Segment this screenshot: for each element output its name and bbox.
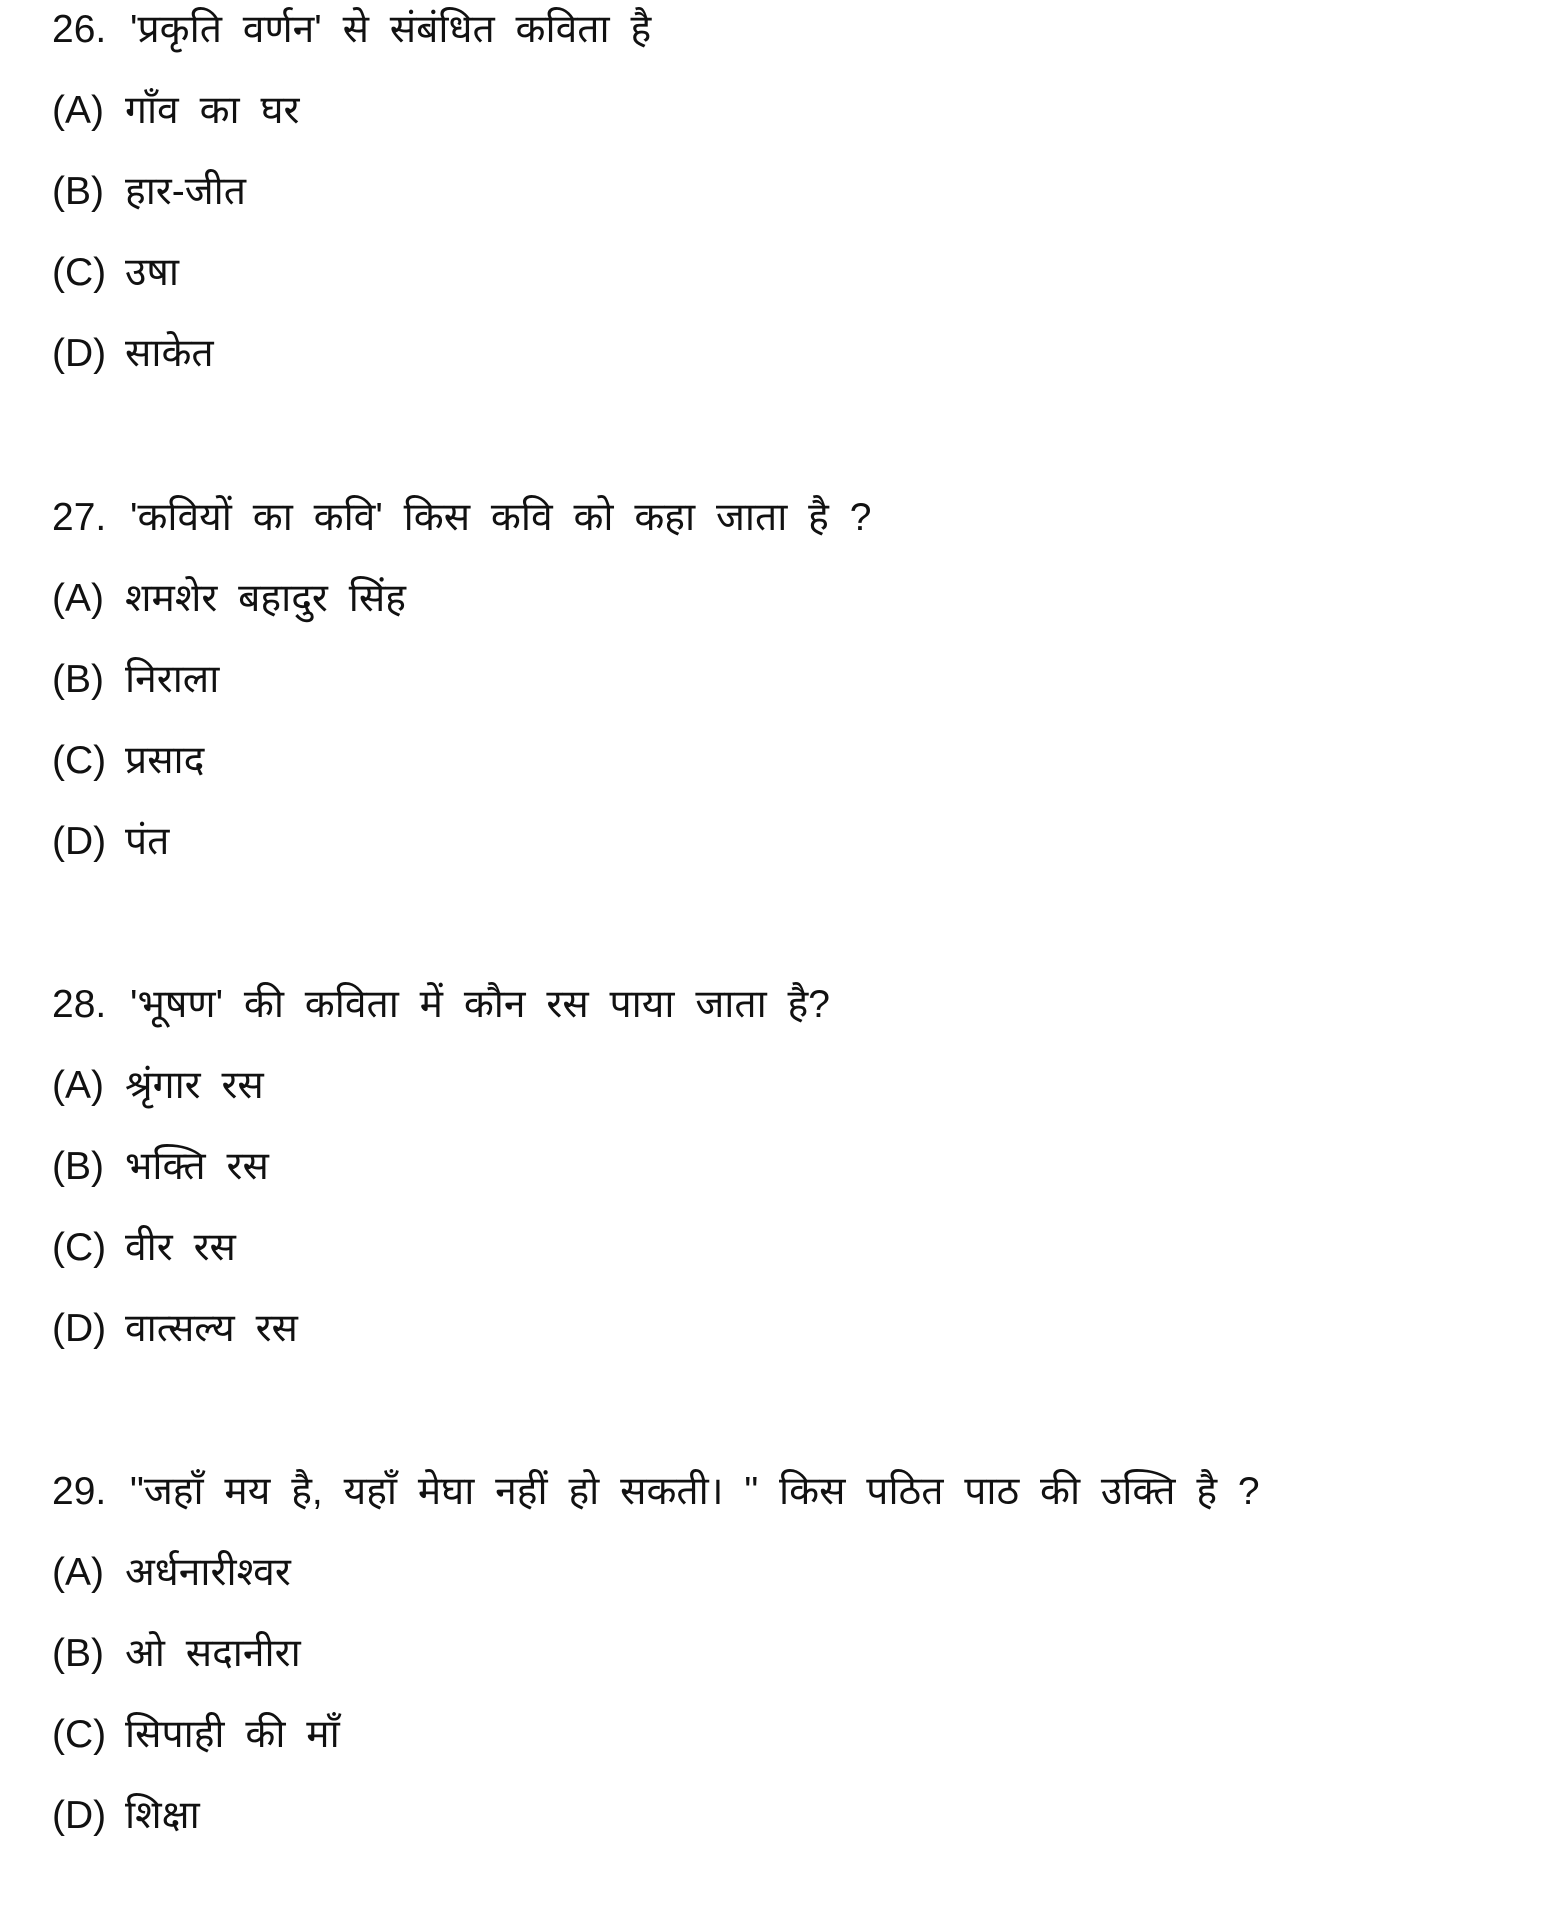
option-text: श्रृंगार रस: [125, 1064, 264, 1107]
option-text: उषा: [125, 251, 180, 294]
option-text: पंत: [125, 820, 170, 863]
question-stem: [52, 2, 1512, 83]
option-text: वीर रस: [125, 1226, 236, 1269]
option-text: प्रसाद: [125, 739, 205, 782]
option-c: [52, 733, 1512, 814]
option-c: [52, 1707, 1512, 1788]
option-label: (A): [52, 1551, 104, 1594]
option-a: [52, 1545, 1512, 1626]
option-label: (A): [52, 89, 104, 132]
option-text: निराला: [125, 658, 220, 701]
option-label: (B): [52, 1632, 104, 1675]
question-stem: [52, 490, 1512, 571]
option-a: [52, 83, 1512, 164]
question-29: [52, 1464, 1512, 1869]
question-number: 26.: [52, 8, 107, 51]
question-28: [52, 977, 1512, 1382]
option-text: भक्ति रस: [125, 1145, 269, 1188]
question-number: 28.: [52, 983, 107, 1026]
question-text: 'प्रकृति वर्णन' से संबंधित कविता है: [130, 8, 652, 51]
option-label: (C): [52, 1226, 107, 1269]
question-number: 27.: [52, 496, 107, 539]
option-text: गाँव का घर: [125, 89, 300, 132]
option-label: (C): [52, 1713, 107, 1756]
option-text: अर्धनारीश्वर: [125, 1551, 291, 1594]
option-text: सिपाही की माँ: [125, 1713, 340, 1756]
question-27: [52, 490, 1512, 895]
option-label: (B): [52, 1145, 104, 1188]
option-a: [52, 1058, 1512, 1139]
option-d: [52, 1788, 1512, 1869]
option-label: (D): [52, 820, 107, 863]
question-stem: [52, 1464, 1512, 1545]
option-label: (A): [52, 1064, 104, 1107]
option-b: [52, 1626, 1512, 1707]
option-label: (D): [52, 1794, 107, 1837]
option-text: हार-जीत: [125, 170, 247, 213]
option-text: वात्सल्य रस: [125, 1307, 298, 1350]
question-text: 'भूषण' की कविता में कौन रस पाया जाता है?: [130, 983, 830, 1026]
option-label: (C): [52, 739, 107, 782]
option-d: [52, 1301, 1512, 1382]
option-text: ओ सदानीरा: [125, 1632, 301, 1675]
option-label: (C): [52, 251, 107, 294]
option-a: [52, 571, 1512, 652]
option-label: (D): [52, 1307, 107, 1350]
option-b: [52, 652, 1512, 733]
option-text: शमशेर बहादुर सिंह: [125, 577, 406, 620]
option-text: साकेत: [125, 332, 214, 375]
question-number: 29.: [52, 1470, 107, 1513]
option-label: (A): [52, 577, 104, 620]
option-label: (B): [52, 658, 104, 701]
question-text: "जहाँ मय है, यहाँ मेघा नहीं हो सकती। " किस पठित पाठ की उक्ति है ?: [130, 1470, 1260, 1513]
question-stem: [52, 977, 1512, 1058]
option-d: [52, 326, 1512, 407]
question-text: 'कवियों का कवि' किस कवि को कहा जाता है ?: [130, 496, 872, 539]
option-b: [52, 164, 1512, 245]
option-label: (D): [52, 332, 107, 375]
option-b: [52, 1139, 1512, 1220]
option-label: (B): [52, 170, 104, 213]
option-d: [52, 814, 1512, 895]
option-text: शिक्षा: [125, 1794, 200, 1837]
option-c: [52, 1220, 1512, 1301]
option-c: [52, 245, 1512, 326]
question-26: [52, 2, 1512, 407]
